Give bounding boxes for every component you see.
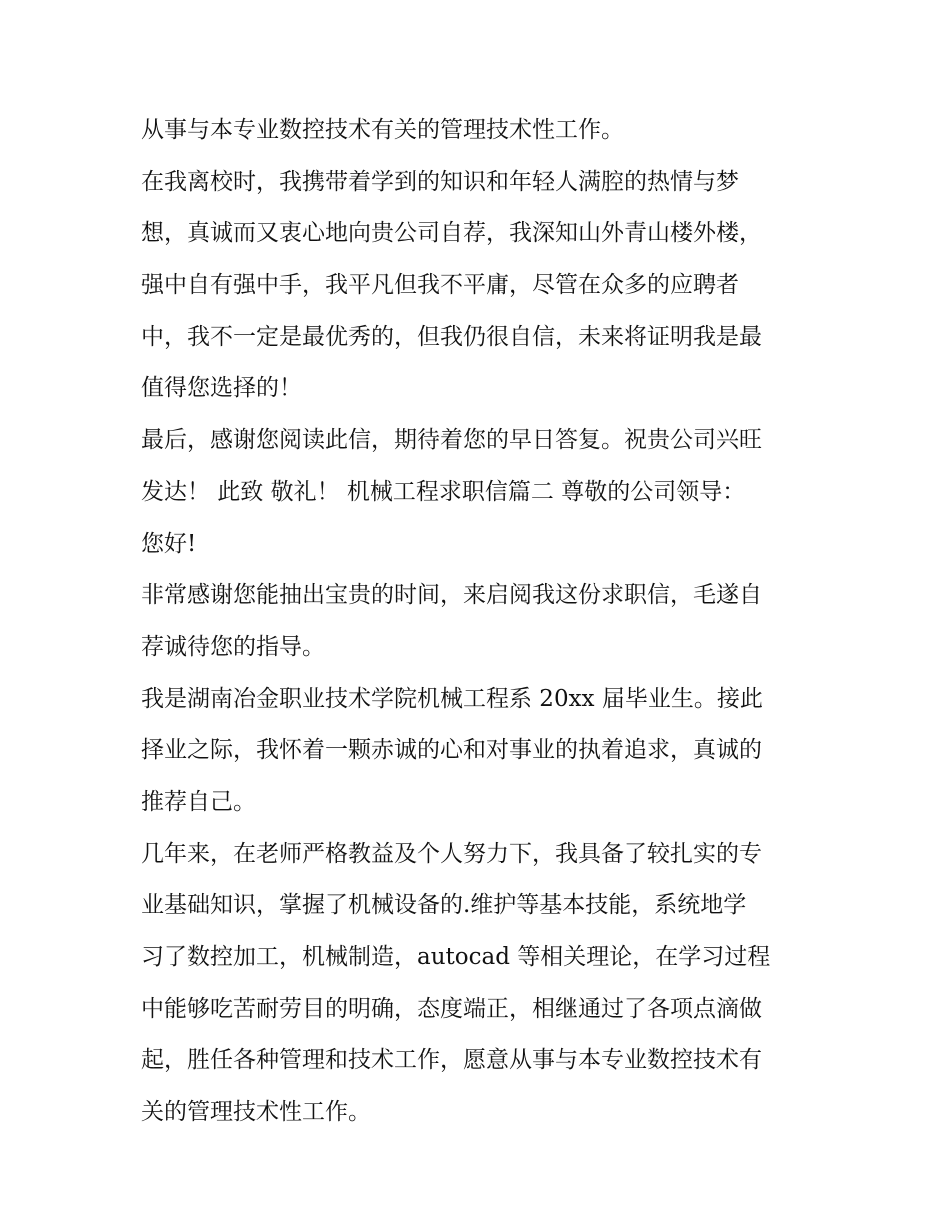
text-line: 在我离校时，我携带着学到的知识和年轻人满腔的热情与梦 bbox=[141, 168, 739, 195]
text-line: 从事与本专业数控技术有关的管理技术性工作。 bbox=[141, 117, 624, 143]
text-line: 您好! bbox=[141, 530, 197, 557]
text-line: 推荐自己。 bbox=[141, 788, 256, 815]
text-line: 最后，感谢您阅读此信，期待着您的早日答复。祝贵公司兴旺 bbox=[141, 427, 762, 454]
text-line: 值得您选择的！ bbox=[141, 375, 302, 402]
text-line: 几年来，在老师严格教益及个人努力下，我具备了较扎实的专 bbox=[141, 840, 762, 867]
text-line: 我是湖南冶金职业技术学院机械工程系 20xx 届毕业生。接此 bbox=[141, 685, 763, 712]
text-line: 强中自有强中手，我平凡但我不平庸，尽管在众多的应聘者 bbox=[141, 272, 739, 299]
text-line: 荐诚待您的指导。 bbox=[141, 633, 325, 660]
text-line: 想，真诚而又衷心地向贵公司自荐，我深知山外青山楼外楼， bbox=[141, 220, 762, 247]
text-line: 中能够吃苦耐劳目的明确，态度端正，相继通过了各项点滴做 bbox=[141, 995, 762, 1022]
text-line: 中，我不一定是最优秀的，但我仍很自信，未来将证明我是最 bbox=[141, 323, 762, 350]
text-line: 择业之际，我怀着一颗赤诚的心和对事业的执着追求，真诚的 bbox=[141, 737, 762, 764]
text-line: 关的管理技术性工作。 bbox=[141, 1099, 371, 1126]
text-line: 业基础知识，掌握了机械设备的.维护等基本技能，系统地学 bbox=[141, 892, 747, 919]
letter-body bbox=[141, 108, 821, 1142]
text-line: 发达！ 此致 敬礼！ 机械工程求职信篇二 尊敬的公司领导： bbox=[141, 478, 746, 505]
text-line: 习了数控加工，机械制造，autocad 等相关理论，在学习过程 bbox=[141, 944, 771, 970]
text-line: 起，胜任各种管理和技术工作，愿意从事与本专业数控技术有 bbox=[141, 1047, 762, 1074]
text-line: 非常感谢您能抽出宝贵的时间，来启阅我这份求职信，毛遂自 bbox=[141, 582, 762, 609]
